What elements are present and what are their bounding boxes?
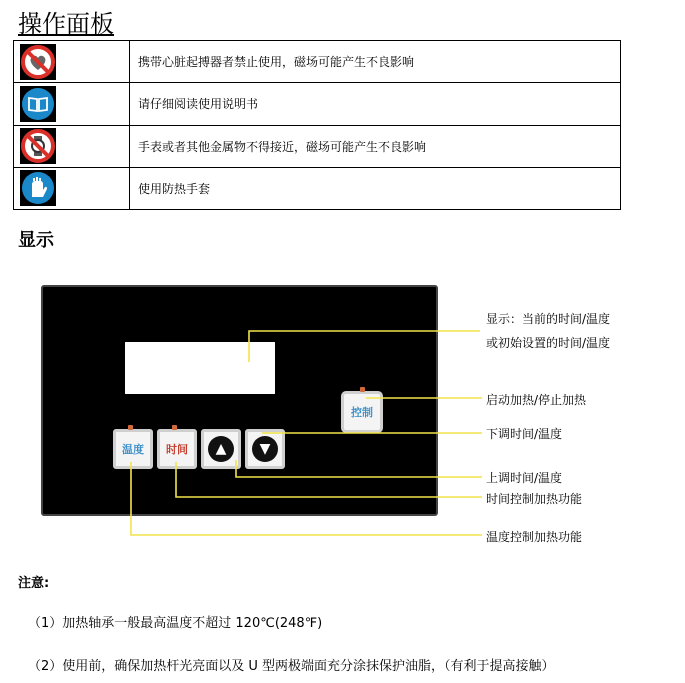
control-label: 控制 <box>351 406 373 419</box>
display-callout-2: 或初始设置的时间/温度 <box>486 336 611 350</box>
temperature-callout-line <box>131 462 482 535</box>
safety-text: 使用防热手套 <box>130 167 621 209</box>
note-item: （1）加热轴承一般最高温度不超过 120℃(248℉) <box>28 616 323 631</box>
display-callout-1: 显示：当前的时间/温度 <box>486 312 611 326</box>
time-label: 时间 <box>166 443 188 456</box>
display-heading: 显示 <box>18 230 54 251</box>
temperature-callout: 温度控制加热功能 <box>486 530 583 544</box>
down-callout: 下调时间/温度 <box>486 427 563 441</box>
note-item: （2）使用前，确保加热杆光亮面以及 U 型两极端面充分涂抹保护油脂，（有利于提高接触） <box>28 659 555 674</box>
time-callout-line <box>176 462 482 497</box>
up-callout-line <box>236 460 482 477</box>
temperature-label: 温度 <box>122 443 144 456</box>
safety-text: 请仔细阅读使用说明书 <box>130 83 621 125</box>
safety-text: 携带心脏起搏器者禁止使用，磁场可能产生不良影响 <box>130 41 621 83</box>
page-title: 操作面板 <box>18 10 114 38</box>
up-callout: 上调时间/温度 <box>486 471 563 485</box>
safety-text: 手表或者其他金属物不得接近，磁场可能产生不良影响 <box>130 125 621 167</box>
control-callout: 启动加热/停止加热 <box>486 393 587 407</box>
display-callout-line <box>249 331 480 362</box>
time-callout: 时间控制加热功能 <box>486 492 583 506</box>
notes-heading: 注意: <box>18 576 50 591</box>
down-arrow-icon: ▼ <box>252 436 278 462</box>
up-arrow-icon: ▲ <box>208 436 234 462</box>
